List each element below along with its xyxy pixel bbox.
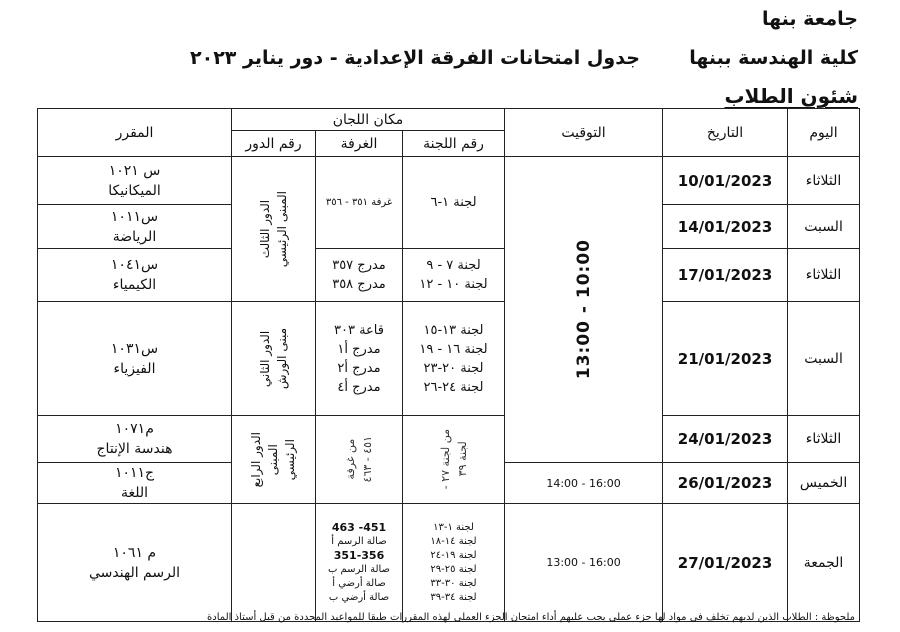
- floor-cell: [232, 302, 316, 416]
- timing-main: 13:00 - 10:00: [573, 239, 594, 380]
- day-cell: السبت: [788, 205, 860, 249]
- committee-line: لجنة ١-٦: [430, 195, 477, 210]
- committee-line: لجنة ٢٥-٢٩: [430, 563, 477, 575]
- date-cell: 24/01/2023: [663, 416, 788, 463]
- course-cell: [38, 205, 232, 249]
- course-code: م١٠٧١: [115, 421, 154, 437]
- day-cell: الثلاثاء: [788, 416, 860, 463]
- course-code: س١٠٤١: [110, 257, 159, 273]
- committee-line: لجنة ٣٠-٣٣: [430, 577, 477, 589]
- room-line: غرفة ٣٥١ - ٣٥٦: [325, 196, 393, 208]
- student-affairs-label: شئون الطلاب: [724, 84, 858, 108]
- room-line: قاعة ٣٠٣: [334, 322, 384, 338]
- table-row: [38, 416, 860, 463]
- course-cell: [38, 463, 232, 504]
- room-cell: [316, 504, 403, 622]
- course-code: ج١٠١١: [114, 465, 155, 481]
- committee-line: لجنة ١٠ - ١٢: [419, 277, 488, 292]
- course-cell: [38, 157, 232, 205]
- committee-line: من لجنة ٢٧ -: [438, 429, 452, 490]
- date-cell: 17/01/2023: [663, 249, 788, 302]
- course-cell: [38, 249, 232, 302]
- header-committee-place: مكان اللجان: [232, 109, 505, 131]
- committee-line: لجنة ٧ - ٩: [426, 258, 481, 273]
- table-row: [38, 302, 860, 416]
- room-line: مدرج أ٤: [337, 379, 381, 395]
- room-line: من غرفة: [344, 439, 357, 480]
- day-cell: السبت: [788, 302, 860, 416]
- course-name: الرياضة: [112, 228, 157, 245]
- timing-thursday: 14:00 - 16:00: [505, 463, 663, 504]
- floor-cell: [232, 157, 316, 302]
- day-cell: الخميس: [788, 463, 860, 504]
- room-line: 351-356: [333, 548, 385, 562]
- floor-line: الرئيسي: [283, 438, 297, 481]
- header-timing: التوقيت: [505, 109, 663, 157]
- course-cell: [38, 504, 232, 622]
- floor-line: الدور الثاني: [257, 330, 272, 387]
- day-cell: الثلاثاء: [788, 157, 860, 205]
- floor-cell-empty: [232, 504, 316, 622]
- committee-line: لجنة ١٣-١٥: [423, 322, 484, 338]
- committee-cell: [403, 504, 505, 622]
- table-row: [38, 157, 860, 205]
- date-cell: 21/01/2023: [663, 302, 788, 416]
- timing-friday: 13:00 - 16:00: [505, 504, 663, 622]
- room-line: مدرج ٣٥٨: [332, 277, 386, 292]
- table-row: [38, 504, 860, 622]
- room-cell: [316, 249, 403, 302]
- room-line: ٤٥١ - ٤٦٣: [361, 436, 374, 483]
- committee-line: لجنة ٢٤-٢٦: [423, 379, 484, 395]
- room-line: صالة الرسم أ: [331, 535, 387, 547]
- floor-line: مبنى الورش: [274, 327, 289, 390]
- committee-line: لجنة ١٤-١٨: [430, 535, 477, 547]
- course-name: الميكانيكا: [108, 182, 161, 199]
- date-cell: 14/01/2023: [663, 205, 788, 249]
- room-line: صالة أرضي أ: [332, 577, 386, 589]
- course-name: هندسة الإنتاج: [96, 441, 173, 457]
- course-code: م ١٠٦١: [112, 544, 157, 561]
- committee-cell: [403, 249, 505, 302]
- header-floor: رقم الدور: [232, 131, 316, 157]
- course-cell: [38, 416, 232, 463]
- course-name: الفيزياء: [113, 360, 156, 377]
- course-code: س١٠١١: [110, 208, 159, 225]
- floor-cell: [232, 416, 316, 504]
- floor-line: المبنى: [266, 443, 280, 476]
- table-row: [38, 249, 860, 302]
- date-cell: 27/01/2023: [663, 504, 788, 622]
- header-date: التاريخ: [663, 109, 788, 157]
- floor-line: الدور الثالث: [257, 199, 272, 259]
- header-committee-no: رقم اللجنة: [403, 131, 505, 157]
- floor-line: المبنى الرئيسي: [274, 190, 289, 268]
- date-cell: 26/01/2023: [663, 463, 788, 504]
- committee-line: لجنة ١-١٣: [433, 521, 474, 533]
- exam-schedule-table: [37, 108, 860, 622]
- course-cell: [38, 302, 232, 416]
- committee-line: لجنة ٣٤-٣٩: [430, 591, 477, 603]
- header-room: الغرفة: [316, 131, 403, 157]
- committee-line: لجنة ١٩-٢٤: [430, 549, 477, 561]
- room-line: مدرج أ١: [337, 341, 381, 357]
- room-cell: [316, 302, 403, 416]
- header-course: المقرر: [38, 109, 232, 157]
- room-line: صالة الرسم ب: [327, 563, 391, 575]
- room-line: مدرج أ٢: [337, 360, 381, 376]
- committee-line: لجنة ٣٩: [455, 442, 469, 477]
- committee-line: لجنة ٢٠-٢٣: [423, 360, 484, 376]
- course-name: الكيمياء: [112, 277, 157, 293]
- room-line: مدرج ٣٥٧: [332, 258, 386, 273]
- committee-cell: [403, 302, 505, 416]
- committee-cell: [403, 416, 505, 504]
- floor-line: الدور الرابع: [249, 431, 263, 488]
- course-code: س١٠٣١: [110, 340, 159, 357]
- room-line: 451- 463: [331, 520, 387, 534]
- footnote: ملحوظة : الطلاب الذين لديهم تخلف فى مواد لها جزء عملى يجب عليهم أداء امتحان الجزء العملى لهذه المقررات طبقا للمواعيد المحددة من قبل أستاذ المادة: [207, 612, 855, 623]
- date-cell: 10/01/2023: [663, 157, 788, 205]
- timing-cell: [505, 157, 663, 463]
- day-cell: الثلاثاء: [788, 249, 860, 302]
- committee-cell: [403, 157, 505, 249]
- room-line: صالة أرضي ب: [328, 591, 390, 603]
- header-day: اليوم: [788, 109, 860, 157]
- committee-line: لجنة ١٦ - ١٩: [419, 341, 488, 357]
- room-cell: [316, 157, 403, 249]
- faculty-name: كلية الهندسة ببنها: [689, 47, 858, 69]
- course-name: الرسم الهندسي: [89, 564, 180, 581]
- room-cell: [316, 416, 403, 504]
- university-name: جامعة بنها: [761, 8, 858, 30]
- day-cell: الجمعة: [788, 504, 860, 622]
- course-code: س ١٠٢١: [108, 162, 161, 179]
- schedule-title: جدول امتحانات الفرقة الإعدادية - دور يناير ٢٠٢٣: [190, 47, 640, 69]
- course-name: اللغة: [120, 485, 149, 501]
